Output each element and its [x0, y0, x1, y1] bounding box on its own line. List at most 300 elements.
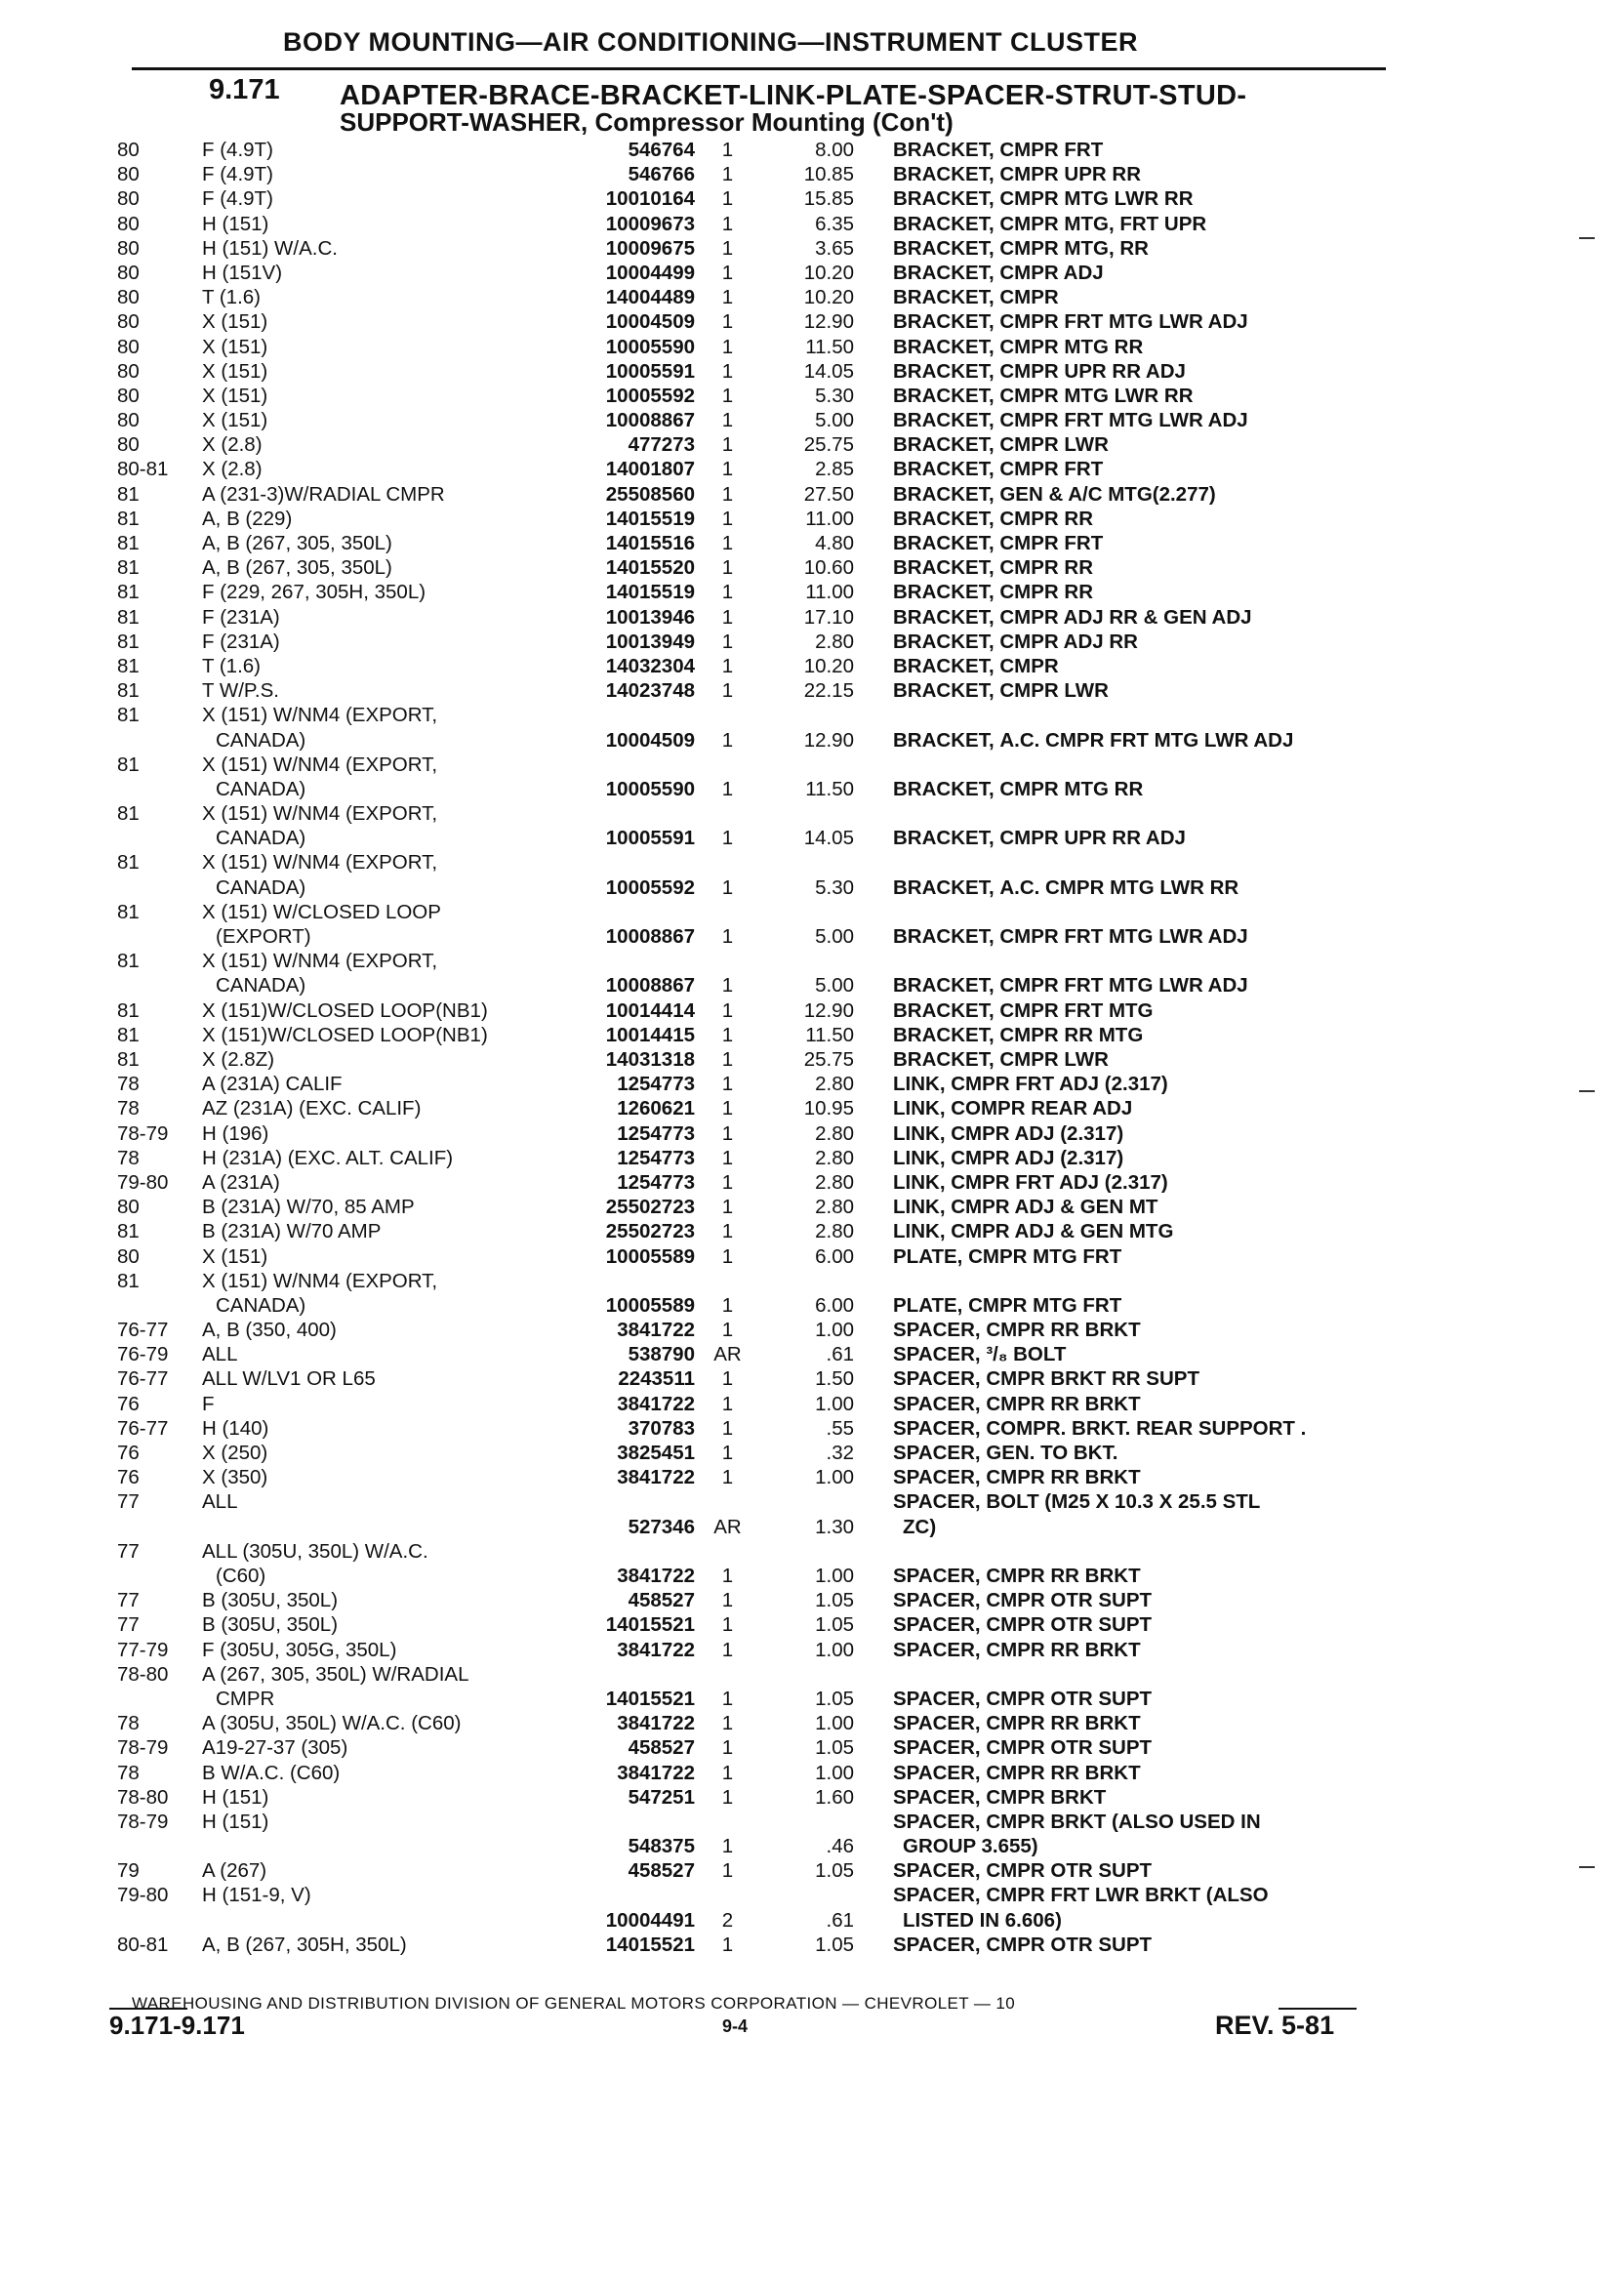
part-number: 458527 [628, 1736, 695, 1760]
model-year: 81 [117, 1220, 140, 1243]
part-name-text: GEN. TO BKT. [986, 1442, 1118, 1465]
application-description [202, 186, 553, 211]
part-name-keyword: BRACKET, [893, 679, 995, 703]
page-header-title: BODY MOUNTING—AIR CONDITIONING—INSTRUMENT CLUSTER [283, 27, 1138, 57]
part-name-text: CMPR OTR SUPT [986, 1687, 1153, 1710]
part-name-keyword: SPACER, [893, 1392, 981, 1415]
application-text: B (231A) W/70 AMP [202, 1220, 382, 1243]
application-description [202, 285, 553, 309]
model-year: 81 [117, 654, 140, 677]
part-name-text: CMPR UPR RR ADJ [999, 827, 1186, 850]
part-name [893, 138, 1381, 162]
part-name-keyword: BRACKET, [893, 139, 995, 161]
part-name-text: CMPR LWR [999, 433, 1109, 457]
part-row [0, 1121, 1624, 1146]
price: 11.50 [805, 777, 854, 800]
part-number: 14004489 [605, 286, 695, 309]
quantity: 1 [721, 1589, 734, 1612]
part-name-keyword: LINK, [893, 1121, 946, 1145]
application-text: F [202, 1392, 215, 1415]
part-number: 10008867 [605, 974, 695, 998]
model-year: 78 [117, 1146, 140, 1169]
part-number: 14015519 [605, 507, 695, 530]
price: .61 [826, 1343, 854, 1366]
part-name-text: CMPR UPR RR [999, 163, 1142, 186]
part-number: 14032304 [605, 654, 695, 677]
quantity: 1 [721, 1170, 734, 1194]
model-year: 78 [117, 1761, 140, 1784]
application-text: X (151) W/CLOSED LOOP [202, 900, 441, 923]
part-name-text: CMPR MTG RR [999, 335, 1144, 358]
part-name [893, 654, 1381, 678]
price: 1.00 [815, 1392, 854, 1415]
part-name-keyword: LINK, [893, 1073, 946, 1096]
model-year: 80 [117, 261, 140, 284]
quantity: 1 [721, 1933, 734, 1956]
quantity: 1 [721, 605, 734, 629]
application-description [202, 162, 553, 186]
part-number: 3841722 [617, 1392, 695, 1415]
part-row [0, 1612, 1624, 1637]
application-description [202, 949, 553, 998]
price: 12.90 [803, 728, 854, 752]
application-text: H (231A) (EXC. ALT. CALIF) [202, 1146, 454, 1169]
application-text-continued: CANADA) [216, 777, 306, 800]
part-number: 477273 [628, 433, 695, 457]
margin-mark [1579, 237, 1595, 239]
part-name [893, 236, 1381, 261]
part-name-keyword: SPACER, [893, 1712, 981, 1735]
quantity: 1 [721, 925, 734, 949]
model-year: 80 [117, 359, 140, 383]
price: 25.75 [803, 433, 854, 457]
quantity: 1 [721, 1367, 734, 1391]
part-name [893, 1588, 1381, 1612]
application-description [202, 1047, 553, 1072]
part-row [0, 1219, 1624, 1243]
model-year: 81 [117, 802, 140, 826]
part-name [893, 1342, 1381, 1366]
application-text: X (2.8) [202, 458, 263, 481]
application-description [202, 531, 553, 555]
model-year: 81 [117, 1023, 140, 1046]
application-description [202, 359, 553, 384]
part-name-text: A.C. CMPR FRT MTG LWR ADJ [999, 728, 1294, 752]
part-row [0, 1318, 1624, 1342]
part-name-keyword: SPACER, [893, 1416, 981, 1440]
part-row [0, 507, 1624, 531]
application-text-continued: CANADA) [216, 728, 306, 752]
application-description [202, 1711, 553, 1735]
price: 1.05 [815, 1687, 854, 1710]
model-year: 80 [117, 310, 140, 334]
price: 15.85 [803, 187, 854, 211]
part-name-text: CMPR MTG FRT [968, 1244, 1122, 1268]
part-row [0, 212, 1624, 236]
application-description [202, 850, 553, 899]
part-name-continued: ZC) [903, 1515, 937, 1538]
application-description [202, 998, 553, 1023]
quantity: 1 [721, 974, 734, 998]
part-number: 14015516 [605, 532, 695, 554]
part-name-keyword: SPACER, [893, 1613, 981, 1637]
quantity: 1 [721, 875, 734, 899]
part-name-text: CMPR OTR SUPT [986, 1589, 1153, 1612]
application-description [202, 1933, 553, 1957]
part-number: 3841722 [617, 1761, 695, 1784]
application-text-continued: CANADA) [216, 875, 306, 899]
application-text: AZ (231A) (EXC. CALIF) [202, 1097, 422, 1120]
application-description [202, 703, 553, 752]
application-description [202, 1785, 553, 1810]
quantity: 1 [721, 1442, 734, 1465]
part-row [0, 753, 1624, 801]
part-number: 10014414 [605, 998, 695, 1022]
application-text: X (151) [202, 409, 268, 432]
part-name-text: CMPR RR BRKT [986, 1392, 1141, 1415]
model-year: 81 [117, 581, 140, 604]
part-number: 10004509 [605, 310, 695, 334]
part-name [893, 531, 1381, 555]
part-name-keyword: BRACKET, [893, 482, 995, 506]
part-number: 546764 [628, 139, 695, 161]
part-name-keyword: SPACER, [893, 1442, 981, 1465]
part-name-text: CMPR LWR [999, 1048, 1109, 1072]
price: 22.15 [803, 679, 854, 703]
part-row [0, 359, 1624, 384]
part-name [893, 1170, 1381, 1195]
quantity: 1 [721, 1196, 734, 1219]
application-description [202, 507, 553, 531]
part-number: 458527 [628, 1859, 695, 1883]
application-text: X (151) [202, 1244, 268, 1268]
part-name-keyword: SPACER, [893, 1343, 981, 1366]
application-description [202, 1539, 553, 1588]
part-row [0, 1023, 1624, 1047]
part-name-keyword: BRACKET, [893, 777, 995, 800]
part-name-keyword: SPACER, [893, 1933, 981, 1956]
application-text: T W/P.S. [202, 679, 279, 703]
part-name-keyword: BRACKET, [893, 187, 995, 211]
model-year: 80 [117, 286, 140, 309]
part-name-keyword: BRACKET, [893, 581, 995, 604]
application-text-continued: CMPR [216, 1687, 275, 1710]
part-name-text: CMPR FRT [999, 532, 1104, 554]
part-number: 3841722 [617, 1638, 695, 1661]
part-name-text: COMPR. BRKT. REAR SUPPORT . [986, 1416, 1307, 1440]
quantity: 1 [721, 458, 734, 481]
part-row [0, 703, 1624, 752]
part-name-text: CMPR MTG FRT [968, 1293, 1122, 1317]
part-name-text: CMPR RR BRKT [986, 1565, 1141, 1587]
quantity: 1 [721, 998, 734, 1022]
model-year: 78-80 [117, 1785, 169, 1809]
footer-division-line: WAREHOUSING AND DISTRIBUTION DIVISION OF GENERAL MOTORS CORPORATION — CHEVROLET — 10 [132, 1994, 1016, 2013]
application-text: X (151) W/NM4 (EXPORT, [202, 851, 438, 875]
price: 1.00 [815, 1638, 854, 1661]
price: 10.20 [803, 261, 854, 284]
part-name [893, 1564, 1381, 1588]
part-name [893, 630, 1381, 654]
quantity: 1 [721, 409, 734, 432]
part-name-text: CMPR MTG LWR RR [999, 187, 1194, 211]
part-name-keyword: BRACKET, [893, 728, 995, 752]
application-text: B (231A) W/70, 85 AMP [202, 1196, 415, 1219]
part-name-text: CMPR RR [999, 507, 1094, 530]
part-name [893, 186, 1381, 211]
part-name [893, 432, 1381, 457]
model-year: 78-79 [117, 1121, 169, 1145]
application-description [202, 1023, 553, 1047]
part-row [0, 1146, 1624, 1170]
part-name [893, 457, 1381, 481]
part-row [0, 432, 1624, 457]
footer-page-number: 9-4 [722, 2016, 749, 2036]
part-number: 10004499 [605, 261, 695, 284]
part-number: 10005589 [605, 1244, 695, 1268]
application-text: ALL [202, 1490, 238, 1514]
part-number: 10005592 [605, 384, 695, 407]
part-number: 10009673 [605, 212, 695, 235]
part-number: 1254773 [617, 1073, 695, 1096]
price: 1.60 [815, 1785, 854, 1809]
application-description [202, 1662, 553, 1711]
application-description [202, 1072, 553, 1096]
part-row [0, 801, 1624, 850]
quantity: 1 [721, 1244, 734, 1268]
quantity: 1 [721, 728, 734, 752]
part-name-keyword: BRACKET, [893, 212, 995, 235]
part-row [0, 1883, 1624, 1932]
quantity: 1 [721, 1565, 734, 1587]
application-description [202, 1612, 553, 1637]
application-description [202, 1489, 553, 1514]
application-description [202, 1195, 553, 1219]
part-name-keyword: BRACKET, [893, 359, 995, 383]
part-row [0, 654, 1624, 678]
part-name-text: CMPR LWR [999, 679, 1109, 703]
model-year: 80 [117, 139, 140, 161]
part-row [0, 1416, 1624, 1441]
quantity: 1 [721, 1785, 734, 1809]
part-name [893, 1785, 1381, 1810]
quantity: 1 [721, 1835, 734, 1858]
price: 1.30 [815, 1515, 854, 1538]
part-name [893, 605, 1381, 630]
part-name [893, 1441, 1381, 1465]
application-description [202, 605, 553, 630]
application-description [202, 1465, 553, 1489]
application-text: X (151)W/CLOSED LOOP(NB1) [202, 1023, 488, 1046]
part-name [893, 1244, 1381, 1269]
part-name [893, 1023, 1381, 1047]
quantity: 1 [721, 1638, 734, 1661]
application-description [202, 1810, 553, 1834]
part-name-text: CMPR RR BRKT [986, 1466, 1141, 1489]
parts-list [0, 138, 1624, 1957]
application-description [202, 1366, 553, 1391]
model-year: 77 [117, 1613, 140, 1637]
part-row [0, 580, 1624, 604]
part-name [893, 285, 1381, 309]
application-description [202, 1858, 553, 1883]
quantity: 1 [721, 1146, 734, 1169]
price: 1.05 [815, 1933, 854, 1956]
price: 6.35 [815, 212, 854, 235]
price: 1.00 [815, 1761, 854, 1784]
part-name [893, 1072, 1381, 1096]
part-name-keyword: BRACKET, [893, 630, 995, 653]
part-number: 3841722 [617, 1466, 695, 1489]
part-name-keyword: LINK, [893, 1170, 946, 1194]
part-name-keyword: BRACKET, [893, 163, 995, 186]
quantity: 1 [721, 827, 734, 850]
footer-rule-right [1279, 2008, 1357, 2010]
part-name-keyword: BRACKET, [893, 875, 995, 899]
part-name [893, 1293, 1381, 1318]
part-number: 14015520 [605, 556, 695, 580]
part-name-text: CMPR FRT [999, 458, 1104, 481]
part-name-text: CMPR MTG, RR [999, 236, 1149, 260]
application-description [202, 1244, 553, 1269]
application-text: A (231A) [202, 1170, 280, 1194]
quantity: 1 [721, 1073, 734, 1096]
application-description [202, 1638, 553, 1662]
price: 2.80 [815, 630, 854, 653]
application-text: B (305U, 350L) [202, 1589, 339, 1612]
price: 1.05 [815, 1589, 854, 1612]
part-name-keyword: PLATE, [893, 1244, 963, 1268]
price: 12.90 [803, 998, 854, 1022]
part-name-text: GEN & A/C MTG(2.277) [999, 482, 1216, 506]
application-description [202, 630, 553, 654]
part-row [0, 1489, 1624, 1538]
part-name-keyword: SPACER, [893, 1859, 981, 1883]
model-year: 76-77 [117, 1367, 169, 1391]
price: 2.80 [815, 1170, 854, 1194]
price: 2.80 [815, 1073, 854, 1096]
application-text: F (229, 267, 305H, 350L) [202, 581, 426, 604]
model-year: 81 [117, 679, 140, 703]
quantity: 1 [721, 310, 734, 334]
part-name-keyword: SPACER, [893, 1490, 981, 1514]
part-row [0, 1858, 1624, 1883]
price: 1.00 [815, 1712, 854, 1735]
application-description [202, 1219, 553, 1243]
application-text: F (4.9T) [202, 139, 273, 161]
application-description [202, 753, 553, 801]
part-number: 370783 [628, 1416, 695, 1440]
part-name-keyword: SPACER, [893, 1884, 981, 1907]
price: 5.00 [815, 409, 854, 432]
part-name-text: COMPR REAR ADJ [951, 1097, 1133, 1120]
quantity: 1 [721, 1736, 734, 1760]
application-description [202, 335, 553, 359]
quantity: 1 [721, 1023, 734, 1046]
part-number: 527346 [628, 1515, 695, 1538]
part-row [0, 1441, 1624, 1465]
application-text: A (267, 305, 350L) W/RADIAL [202, 1662, 469, 1686]
price: 2.80 [815, 1146, 854, 1169]
price: .61 [826, 1908, 854, 1932]
part-name [893, 1392, 1381, 1416]
price: 2.80 [815, 1121, 854, 1145]
application-description [202, 555, 553, 580]
part-row [0, 1392, 1624, 1416]
application-text: X (151) [202, 359, 268, 383]
application-text: X (151) [202, 335, 268, 358]
part-name-text: CMPR RR [999, 581, 1094, 604]
margin-mark [1579, 1090, 1595, 1092]
application-text-continued: CANADA) [216, 827, 306, 850]
part-name-text: CMPR ADJ RR [999, 630, 1138, 653]
quantity: 1 [721, 1416, 734, 1440]
part-name [893, 875, 1381, 900]
quantity: 1 [721, 1613, 734, 1637]
price: 14.05 [803, 827, 854, 850]
model-year: 78 [117, 1097, 140, 1120]
header-rule [132, 67, 1386, 70]
price: 11.50 [805, 1023, 854, 1046]
part-row [0, 1170, 1624, 1195]
part-name [893, 507, 1381, 531]
part-name [893, 1761, 1381, 1785]
model-year: 81 [117, 753, 140, 776]
price: 1.05 [815, 1613, 854, 1637]
margin-mark [1579, 1866, 1595, 1868]
model-year: 80 [117, 163, 140, 186]
application-text: H (151V) [202, 261, 283, 284]
application-text: A (267) [202, 1859, 267, 1883]
part-name [893, 998, 1381, 1023]
application-text: X (2.8Z) [202, 1048, 275, 1072]
part-row [0, 1047, 1624, 1072]
application-description [202, 1416, 553, 1441]
part-name-text: CMPR RR MTG [999, 1023, 1144, 1046]
price: 3.65 [815, 236, 854, 260]
part-name-keyword: SPACER, [893, 1466, 981, 1489]
application-text: H (151) [202, 212, 269, 235]
application-text-continued: (EXPORT) [216, 925, 311, 949]
part-name [893, 1883, 1381, 1932]
part-name [893, 826, 1381, 850]
part-name [893, 1318, 1381, 1342]
model-year: 80 [117, 236, 140, 260]
part-name-text: CMPR ADJ & GEN MT [951, 1196, 1158, 1219]
quantity: 1 [721, 556, 734, 580]
part-name [893, 924, 1381, 949]
quantity: 1 [721, 507, 734, 530]
quantity: 2 [721, 1908, 734, 1932]
part-number: 14031318 [605, 1048, 695, 1072]
part-number: 3825451 [617, 1442, 695, 1465]
application-text: H (151) [202, 1810, 269, 1833]
part-name [893, 1638, 1381, 1662]
part-name-keyword: LINK, [893, 1220, 946, 1243]
application-text: ALL (305U, 350L) W/A.C. [202, 1539, 428, 1563]
application-text: X (151) W/NM4 (EXPORT, [202, 1269, 438, 1292]
part-number: 1254773 [617, 1121, 695, 1145]
price: 5.00 [815, 974, 854, 998]
part-name [893, 1219, 1381, 1243]
part-number: 10005591 [605, 827, 695, 850]
application-description [202, 309, 553, 334]
part-number: 546766 [628, 163, 695, 186]
application-text: H (151) [202, 1785, 269, 1809]
part-name-keyword: SPACER, [893, 1319, 981, 1342]
part-name-keyword: SPACER, [893, 1785, 981, 1809]
part-name-keyword: LINK, [893, 1097, 946, 1120]
